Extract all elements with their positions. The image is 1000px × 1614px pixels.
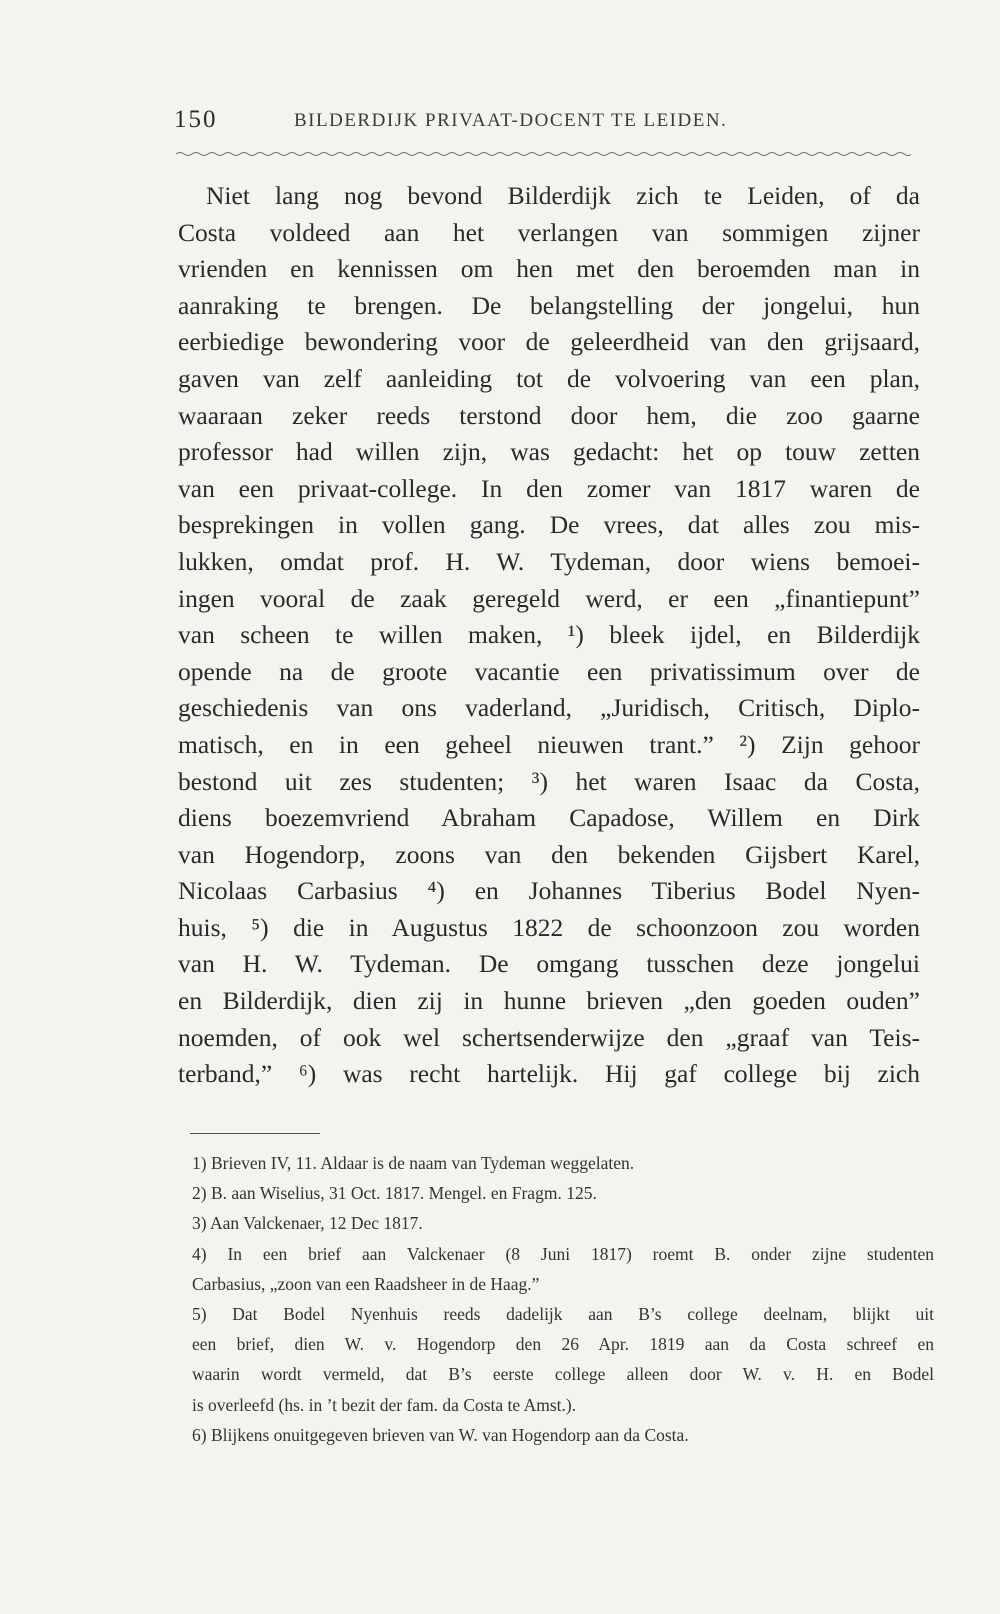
text-line: vrienden en kennissen om hen met den beroemden man in <box>178 254 920 284</box>
footnote-2: 2) B. aan Wiselius, 31 Oct. 1817. Mengel. en Fragm. 125. <box>192 1183 597 1204</box>
text-line: en Bilderdijk, dien zij in hunne brieven „den goeden ouden” <box>178 986 920 1016</box>
text-line: Nicolaas Carbasius ⁴) en Johannes Tiberius Bodel Nyen- <box>178 876 920 906</box>
text-line: matisch, en in een geheel nieuwen trant.” ²) Zijn gehoor <box>178 729 920 759</box>
text-line: bestond uit zes studenten; ³) het waren Isaac da Costa, <box>178 766 920 796</box>
footnote-4-cont: Carbasius, „zoon van een Raadsheer in de Haag.” <box>192 1273 540 1294</box>
running-head: BILDERDIJK PRIVAAT-DOCENT TE LEIDEN. <box>294 110 728 131</box>
text-line: noemden, of ook wel schertsenderwijze den „graaf van Teis- <box>178 1022 920 1052</box>
footnote-4: 4) In een brief aan Valckenaer (8 Juni 1817) roemt B. onder zijne studenten <box>192 1243 934 1264</box>
text-line: Niet lang nog bevond Bilderdijk zich te Leiden, of da <box>206 181 920 210</box>
footnote-6: 6) Blijkens onuitgegeven brieven van W. van Hogendorp aan da Costa. <box>192 1424 689 1445</box>
text-line: opende na de groote vacantie een privatissimum over de <box>178 656 920 686</box>
text-line: lukken, omdat prof. H. W. Tydeman, door wiens bemoei- <box>178 546 920 576</box>
text-line: Costa voldeed aan het verlangen van sommigen zijner <box>178 217 920 247</box>
text-line: van Hogendorp, zoons van den bekenden Gijsbert Karel, <box>178 839 920 869</box>
main-text <box>178 178 920 1093</box>
text-line: geschiedenis van ons vaderland, „Juridisch, Critisch, Diplo- <box>178 693 920 723</box>
text-line: diens boezemvriend Abraham Capadose, Willem en Dirk <box>178 803 920 833</box>
text-line: aanraking te brengen. De belangstelling der jongelui, hun <box>178 290 920 320</box>
text-line: besprekingen in vollen gang. De vrees, dat alles zou mis- <box>178 510 920 540</box>
footnotes <box>192 1148 934 1450</box>
text-line: professor had willen zijn, was gedacht: het op touw zetten <box>178 437 920 467</box>
text-line: van H. W. Tydeman. De omgang tusschen deze jongelui <box>178 949 920 979</box>
text-line: van een privaat-college. In den zomer van 1817 waren de <box>178 473 920 503</box>
footnote-divider <box>190 1133 320 1134</box>
footnote-3: 3) Aan Valckenaer, 12 Dec 1817. <box>192 1213 423 1234</box>
text-line: terband,” ⁶) was recht hartelijk. Hij gaf college bij zich <box>178 1059 920 1089</box>
page-number: 150 <box>174 106 218 133</box>
footnote-1: 1) Brieven IV, 11. Aldaar is de naam van Tydeman weggelaten. <box>192 1153 635 1173</box>
text-line: eerbiedige bewondering voor de geleerdheid van den grijsaard, <box>178 327 920 357</box>
footnote-5-cont: waarin wordt vermeld, dat B’s eerste college alleen door W. v. H. en Bodel <box>192 1364 934 1385</box>
text-line: huis, ⁵) die in Augustus 1822 de schoonzoon zou worden <box>178 912 920 942</box>
footnote-5: 5) Dat Bodel Nyenhuis reeds dadelijk aan B’s college deelnam, blijkt uit <box>192 1303 934 1324</box>
text-line: ingen vooral de zaak geregeld werd, er een „finantiepunt” <box>178 583 920 613</box>
text-line: van scheen te willen maken, ¹) bleek ijdel, en Bilderdijk <box>178 620 920 650</box>
text-line: waaraan zeker reeds terstond door hem, die zoo gaarne <box>178 400 920 430</box>
page-header <box>174 104 914 144</box>
footnote-5-cont: een brief, dien W. v. Hogendorp den 26 Apr. 1819 aan da Costa schreef en <box>192 1334 934 1355</box>
text-line: gaven van zelf aanleiding tot de volvoering van een plan, <box>178 363 920 393</box>
header-wavy-rule <box>176 150 911 158</box>
footnote-5-cont: is overleefd (hs. in ’t bezit der fam. da Costa te Amst.). <box>192 1394 577 1415</box>
